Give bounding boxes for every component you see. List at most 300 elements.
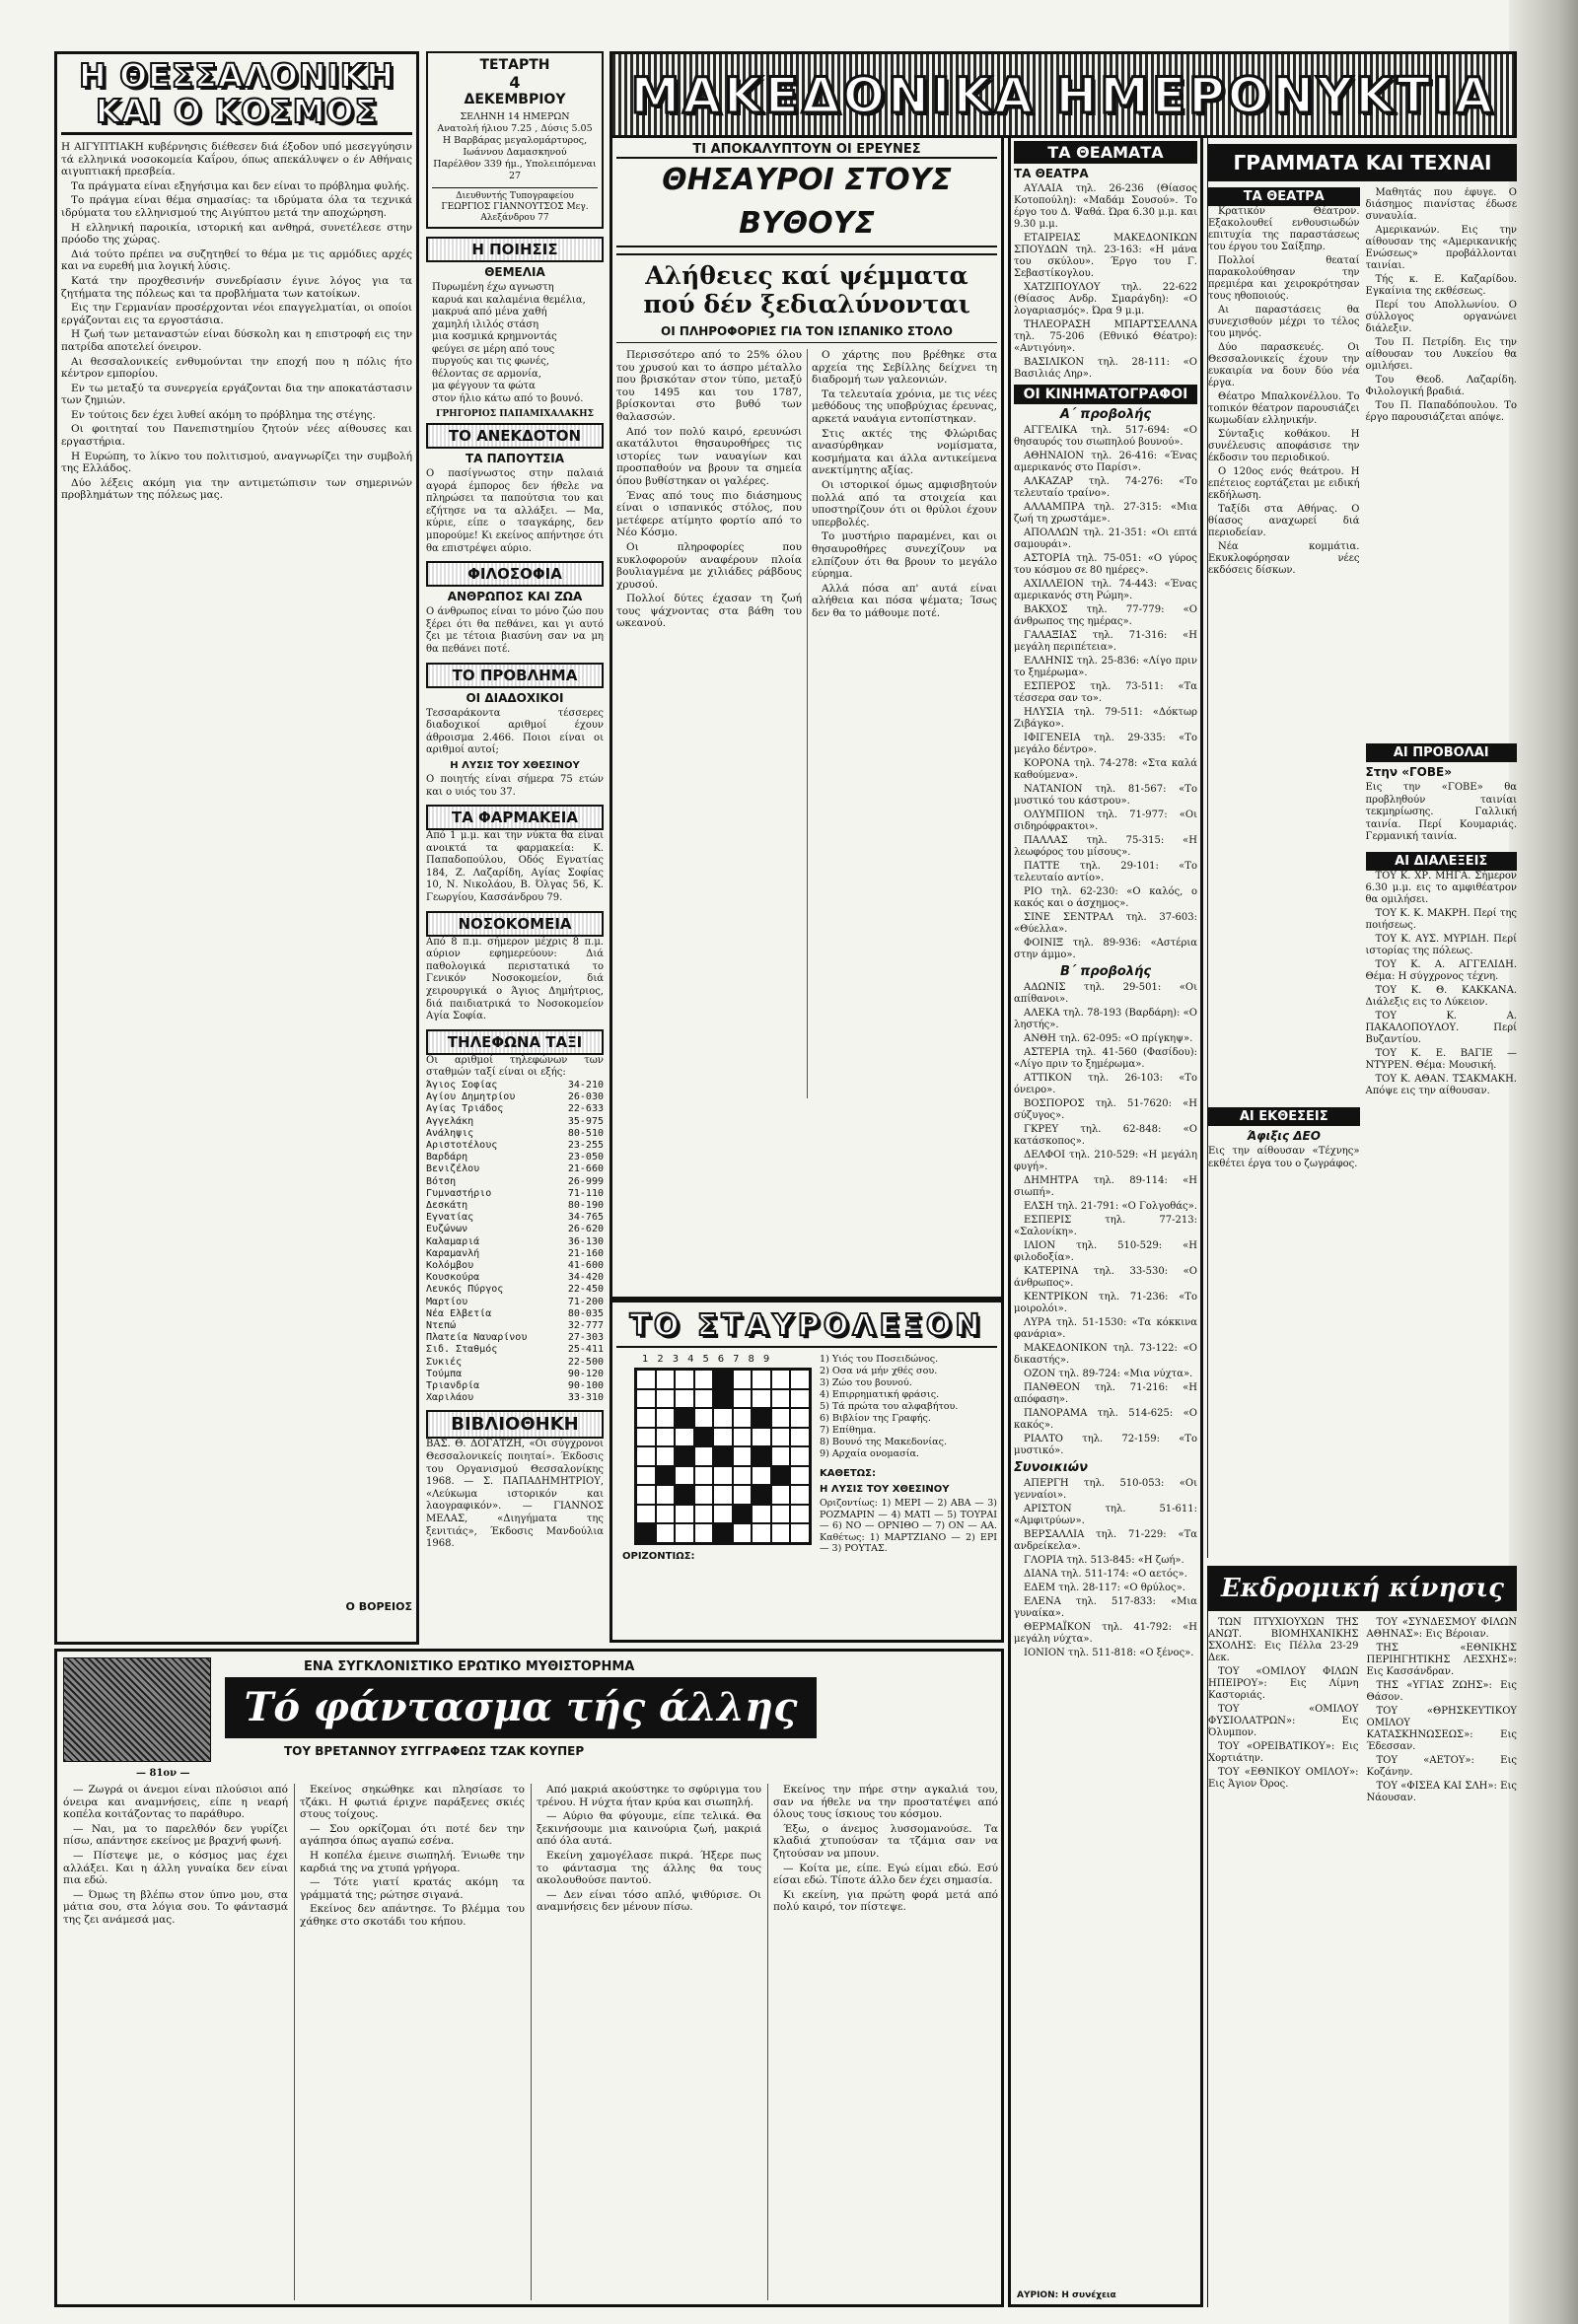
letters-paragraph: Τής κ. Ε. Καζαρίδου. Εγκαίνια της εκθέσεως. xyxy=(1365,274,1517,297)
crossword-cell xyxy=(790,1466,810,1486)
letters-paragraph: Δύο παρασκευές. Οι Θεσσαλονικείς έχουν την ευκαιρία να δουν δύο νέα έργα. xyxy=(1208,342,1360,388)
lecture-item: ΤΟΥ Κ. Ε. ΒΑΓΙΕ — ΝΤΥΡΕΝ. Θέμα: Μουσική. xyxy=(1365,1047,1517,1071)
crossword-clue: 3) Ζώο του βουνού. xyxy=(820,1377,912,1388)
letters-paragraph: Αμερικανών. Εις την αίθουσαν της «Αμερικανικής Ενώσεως» προβάλλονται ταινίαι. xyxy=(1365,225,1517,271)
crossword-cell xyxy=(771,1485,791,1505)
thessaloniki-signature: Ο ΒΟΡΕΙΟΣ xyxy=(345,1600,412,1613)
crossword-cell xyxy=(636,1389,656,1409)
excursion-item: ΤΟΥ «ΑΕΤΟΥ»: Εις Κοζάνην. xyxy=(1366,1755,1517,1778)
crossword-cell xyxy=(675,1466,694,1486)
crossword-clue: 8) Βουνό της Μακεδονίας. xyxy=(820,1437,948,1447)
date-box xyxy=(426,51,604,229)
taxi-phone-number: 22-633 xyxy=(567,1103,604,1115)
treasure-paragraph: Από τον πολύ καιρό, ερευνώσι ακατάλυτοι θησαυροθήρες τις ιστορίες των ναυαγίων και προσπαθούν να βρουν τα σημεία όπου βυθίστηκαν οι γαλέρες. xyxy=(616,425,802,487)
letters-paragraph: Του Π. Παπαδόπουλου. Το έργο παρουσιάζεται απόψε. xyxy=(1365,400,1517,423)
date-day: 4 xyxy=(509,73,521,92)
pharmacy-text: Από 1 μ.μ. και την νύκτα θα είναι ανοικτά τα φαρμακεία: Κ. Παπαδοπούλου, Οδός Εγνατίας 184, Ζ. Λαζαρίδη, Αγίας Σοφίας 10, Ν. Νικολάου, Β. Όλγας 56, Κ. Γεωργίου, Κασσάνδρου 79. xyxy=(426,830,604,904)
excursion-item: ΤΗΣ «ΥΓΙΑΣ ΖΩΗΣ»: Εις Θάσον. xyxy=(1366,1680,1517,1703)
excursion-item: ΤΗΣ «ΕΘΝΙΚΗΣ ΠΕΡΙΗΓΗΤΙΚΗΣ ΛΕΣΧΗΣ»: Εις Κασσάνδραν. xyxy=(1366,1643,1517,1677)
spectacles-title: ΤΑ ΘΕΑΜΑΤΑ xyxy=(1014,141,1197,164)
excursion-item: ΤΩΝ ΠΤΥΧΙΟΥΧΩΝ ΤΗΣ ΑΝΩΤ. ΒΙΟΜΗΧΑΝΙΚΗΣ ΣΧΟΛΗΣ: Εις Πέλλα 23-29 Δεκ. xyxy=(1208,1617,1359,1663)
crossword-cell xyxy=(752,1408,771,1428)
letters-paragraph: Ταξίδι στα Αθήνας. Ο θίασος αναχωρεί διά περιοδείαν. xyxy=(1208,504,1360,538)
cinema-listing: ΒΟΣΠΟΡΟΣ τηλ. 51-7620: «Η σύζυγος». xyxy=(1014,1098,1197,1121)
cinema-listing: ΟΛΥΜΠΙΟΝ τηλ. 71-977: «Οι σιδηρόφρακτοι». xyxy=(1014,810,1197,832)
lecture-item: ΤΟΥ Κ. Θ. ΚΑΚΚΑΝΑ. Διάλεξις εις το Λύκειον. xyxy=(1365,984,1517,1008)
crossword-cell xyxy=(713,1466,733,1486)
theater-listing: ΒΑΣΙΛΙΚΟΝ τηλ. 28-111: «Ο Βασιλιάς Ληρ». xyxy=(1014,357,1197,380)
lecture-item: ΤΟΥ Κ. ΧΡ. ΜΗΓΑ. Σήμερον 6.30 μ.μ. εις το αμφιθέατρον θα ομιλήσει. xyxy=(1365,870,1517,905)
thessaloniki-paragraph: Διά τούτο πρέπει να συζητηθεί το θέμα με τις αρμόδιες αρχές και να ευρεθή μια λογική λύσις. xyxy=(61,247,412,273)
cinema-listing: ΑΛΚΑΖΑΡ τηλ. 74-276: «Το τελευταίο τραίνο». xyxy=(1014,476,1197,499)
taxi-stand-name: Αγίου Δημητρίου xyxy=(426,1092,516,1103)
taxi-phone-number: 22-450 xyxy=(567,1284,604,1296)
taxi-phone-number: 35-975 xyxy=(567,1115,604,1127)
novel-paragraph: — Σου ορκίζομαι ότι ποτέ δεν την αγάπησα όπως αγαπώ εσένα. xyxy=(300,1822,525,1848)
taxi-phone-row xyxy=(426,1224,604,1235)
crossword-cell xyxy=(733,1523,753,1543)
cinema-listing: ΦΟΙΝΙΞ τηλ. 89-936: «Αστέρια στην άμμο». xyxy=(1014,938,1197,960)
taxi-stand-name: Ανάληψις xyxy=(426,1127,474,1139)
lectures-title: ΑΙ ΔΙΑΛΕΞΕΙΣ xyxy=(1366,852,1518,871)
taxi-phone-number: 41-600 xyxy=(567,1260,604,1272)
taxi-phone-number: 90-100 xyxy=(567,1380,604,1392)
novel-paragraph: — Πίστεψε με, ο κόσμος μας έχει αλλάξει. Και η άλλη γυναίκα δεν είναι πια εδώ. xyxy=(63,1849,288,1887)
cinema-first-run: Α΄ προβολής xyxy=(1059,407,1152,422)
thessaloniki-paragraph: Τα πράγματα είναι εξηγήσιμα και δεν είναι το πρόβλημα φυλής. xyxy=(71,179,410,192)
excursion-item: ΤΟΥ «ΟΡΕΙΒΑΤΙΚΟΥ»: Εις Χορτιάτην. xyxy=(1208,1741,1359,1764)
taxi-phone-number: 25-411 xyxy=(567,1344,604,1356)
taxi-phones-title: ΤΗΛΕΦΩΝΑ ΤΑΞΙ xyxy=(426,1029,604,1055)
cinema-listing: ΑΡΙΣΤΟΝ τηλ. 51-611: «Αμφιτρύων». xyxy=(1014,1504,1197,1526)
crossword-cell xyxy=(771,1389,791,1409)
thessaloniki-paragraph: Η Ευρώπη, το λίκνο του πολιτισμού, αναγνωρίζει την συμβολή της Ελλάδος. xyxy=(61,450,412,475)
theater-listing: ΤΗΛΕΟΡΑΣΗ ΜΠΑΡΤΣΕΛΛΝΑ τηλ. 75-206 (Εθνικό Θέατρο): «Αντιγόνη». xyxy=(1014,319,1197,354)
letters-paragraph: Θέατρο Μπαλκονέλλου. Το τοπικόν θέατρον παρουσιάζει κωμωδίαν ελληνικήν. xyxy=(1208,391,1360,426)
taxi-phones-list xyxy=(426,1080,604,1404)
novel-paragraph: Εκείνη χαμογέλασε πικρά. Ήξερε πως το φάντασμα της άλλης θα τους ακολουθούσε παντού. xyxy=(537,1849,761,1887)
crossword-cell xyxy=(656,1446,676,1466)
crossword-cell xyxy=(790,1389,810,1409)
cinema-listing: ΗΛΥΣΙΑ τηλ. 79-511: «Δόκτωρ Ζιβάγκο». xyxy=(1014,707,1197,730)
taxi-stand-name: Γυμναστήριο xyxy=(426,1187,492,1199)
crossword-cell xyxy=(771,1505,791,1524)
cinema-listing: ΕΣΠΕΡΙΣ τηλ. 77-213: «Σαλονίκη». xyxy=(1014,1215,1197,1237)
crossword-cell xyxy=(733,1446,753,1466)
taxi-phone-row xyxy=(426,1284,604,1296)
novel-paragraph: — Κοίτα με, είπε. Εγώ είμαι εδώ. Εσύ είσαι εδώ. Τίποτε άλλο δεν έχει σημασία. xyxy=(773,1862,998,1887)
taxi-phone-number: 21-160 xyxy=(567,1247,604,1259)
date-line: ΣΕΛΗΝΗ 14 ΗΜΕΡΩΝ xyxy=(460,111,570,122)
cinema-listing: ΡΙΟ τηλ. 62-230: «Ο καλός, ο κακός και ο άσχημος». xyxy=(1014,886,1197,909)
thessaloniki-paragraph: Οι φοιτηταί του Πανεπιστημίου ζητούν νέες αίθουσες και εργαστήρια. xyxy=(61,423,412,449)
crossword-cell xyxy=(733,1485,753,1505)
letters-paragraph: Σύνταξις κοθάκου. Η συνέλευσις αποφάσισε την έκδοσιν του περιοδικού. xyxy=(1208,429,1360,463)
lecture-item: ΤΟΥ Κ. ΑΥΣ. ΜΥΡΙΔΗ. Περί ιστορίας της πόλεως. xyxy=(1365,933,1517,956)
crossword-clue: 1) Υιός του Ποσειδώνος. xyxy=(820,1354,939,1365)
taxi-phone-number: 26-620 xyxy=(567,1224,604,1235)
cinema-listing: ΓΚΡΕΥ τηλ. 62-848: «Ο κατάσκοπος». xyxy=(1014,1124,1197,1147)
lectures-list xyxy=(1366,871,1518,1097)
poem-line: φεύγει σε μέρη από τους xyxy=(432,343,555,355)
tomorrow-note: ΑΥΡΙΟΝ: Η συνέχεια xyxy=(1017,2290,1116,2300)
crossword-clue: 2) Οσα νά μήν χθές σου. xyxy=(820,1366,938,1376)
novel-section xyxy=(54,1649,1004,2307)
poem xyxy=(426,282,604,405)
cinema-listing: ΛΥΡΑ τηλ. 51-1530: «Τα κόκκινα φανάρια». xyxy=(1014,1317,1197,1340)
crossword-cell xyxy=(752,1523,771,1543)
crossword-cell xyxy=(733,1370,753,1389)
cinema-suburban-list xyxy=(1014,1478,1197,1659)
taxi-phones-intro: Οι αριθμοί τηλεφώνων των σταθμών ταξί είναι οι εξής: xyxy=(426,1054,604,1079)
problem-subtitle: ΟΙ ΔΙΑΔΟΧΙΚΟΙ xyxy=(466,690,564,705)
philosophy-text: Ο άνθρωπος είναι το μόνο ζώο που ξέρει ότι θα πεθάνει, και γι αυτό ζει με τέτοια βιασύνη σαν να μη θα πεθάνει ποτέ. xyxy=(426,606,604,655)
cinema-listing: ΕΛΛΗΝΙΣ τηλ. 25-836: «Λίγο πριν το ξημέρωμα». xyxy=(1014,656,1197,678)
excursion-item: ΤΟΥ «ΘΡΗΣΚΕΥΤΙΚΟΥ ΟΜΙΛΟΥ ΚΑΤΑΣΚΗΝΩΣΕΩΣ»: Εις Έδεσσαν. xyxy=(1366,1706,1517,1752)
treasure-kicker: ΤΙ ΑΠΟΚΑΛΥΠΤΟΥΝ ΟΙ ΕΡΕΥΝΕΣ xyxy=(692,142,921,157)
crossword-cell xyxy=(752,1466,771,1486)
taxi-phone-number: 21-660 xyxy=(567,1163,604,1175)
philosophy-subtitle: ΑΝΘΡΩΠΟΣ ΚΑΙ ΖΩΑ xyxy=(447,590,583,604)
crossword-clue: 7) Επίθημα. xyxy=(820,1425,877,1436)
crossword-cell xyxy=(713,1505,733,1524)
cinema-listing: ΓΑΛΑΞΙΑΣ τηλ. 71-316: «Η μεγάλη περιπέτεια». xyxy=(1014,630,1197,653)
crossword-cell xyxy=(636,1505,656,1524)
cinema-listing: ΘΕΡΜΑΪΚΟΝ τηλ. 41-792: «Η μεγάλη νύχτα». xyxy=(1014,1622,1197,1645)
crossword-cell xyxy=(656,1408,676,1428)
crossword-cell xyxy=(675,1523,694,1543)
novel-kicker: ΕΝΑ ΣΥΓΚΛΟΝΙΣΤΙΚΟ ΕΡΩΤΙΚΟ ΜΥΘΙΣΤΟΡΗΜΑ xyxy=(304,1659,635,1674)
crossword-cell xyxy=(656,1428,676,1447)
taxi-stand-name: Τούμπα xyxy=(426,1368,463,1379)
cinema-listing: ΕΛΕΝΑ τηλ. 517-833: «Μια γυναίκα». xyxy=(1014,1596,1197,1619)
crossword-cell xyxy=(733,1389,753,1409)
cinema-listing: ΠΑΝΘΕΟΝ τηλ. 71-216: «Η απόφαση». xyxy=(1014,1382,1197,1405)
poem-line: θέλοντας σε αρμονία, xyxy=(432,368,541,380)
crossword-cell xyxy=(790,1428,810,1447)
letters-paragraph: Πολλοί θεαταί παρακολούθησαν την πρεμιέρα και χειροκρότησαν τους ηθοποιούς. xyxy=(1208,255,1360,302)
taxi-phone-row xyxy=(426,1297,604,1308)
taxi-stand-name: Βενιζέλου xyxy=(426,1163,480,1175)
taxi-phone-number: 71-110 xyxy=(567,1187,604,1199)
poem-line: Πυρωμένη έχω αγνωστη xyxy=(432,282,554,293)
cinema-listing: ΕΔΕΜ τηλ. 28-117: «Ο θρύλος». xyxy=(1024,1583,1185,1593)
taxi-phone-number: 90-120 xyxy=(567,1368,604,1379)
cinema-listing: ΙΦΙΓΕΝΕΙΑ τηλ. 29-335: «Το μεγάλο δέντρο». xyxy=(1014,733,1197,755)
treasure-paragraph: Πολλοί δύτες έχασαν τη ζωή τους ψάχνοντας στα βάθη του ωκεανού. xyxy=(616,593,802,630)
taxi-stand-name: Πλατεία Ναυαρίνου xyxy=(426,1332,528,1344)
treasure-paragraph: Οι πληροφορίες που κυκλοφορούν αναφέρουν πλοία βουλιαγμένα με χιλιάδες ράβδους χρυσού. xyxy=(616,540,802,591)
poetry-title: Η ΠΟΙΗΣΙΣ xyxy=(426,237,604,262)
treasure-paragraph: Αλλά πόσα απ' αυτά είναι αλήθεια και πόσα ψέματα; Ίσως δεν θα το μάθουμε ποτέ. xyxy=(812,582,997,619)
letters-theater-title: ΤΑ ΘΕΑΤΡΑ xyxy=(1208,187,1360,206)
crossword-cell xyxy=(675,1505,694,1524)
cinema-listing: ΚΕΝΤΡΙΚΟΝ τηλ. 71-236: «Το μοιρολόι». xyxy=(1014,1292,1197,1314)
taxi-phone-number: 26-030 xyxy=(567,1092,604,1103)
treasure-paragraph: Οι ιστορικοί όμως αμφισβητούν πολλά από τα στοιχεία και υποστηρίζουν ότι οι θρύλοι έχουν υπερβολές. xyxy=(812,478,997,528)
problem-text: Τεσσαράκοντα τέσσερες διαδοχικοί αριθμοί έχουν άθροισμα 2.466. Ποιοι είναι οι αριθμοί αυτοί; xyxy=(426,707,604,756)
thessaloniki-article xyxy=(61,141,412,1600)
excursions-title: Εκδρομική κίνησις xyxy=(1208,1566,1517,1611)
crossword-cell xyxy=(694,1523,714,1543)
cinema-listing: ΕΣΠΕΡΟΣ τηλ. 73-511: «Τα τέσσερα σαν το». xyxy=(1014,681,1197,704)
treasure-paragraph: Ο χάρτης που βρέθηκε στα αρχεία της Σεβίλλης δείχνει τη διαδρομή των γαλεονιών. xyxy=(812,349,997,387)
taxi-stand-name: Βότση xyxy=(426,1175,457,1187)
crossword-cell xyxy=(694,1466,714,1486)
poem-line: στον ήλιο κάτω από το βουνό. xyxy=(432,392,584,404)
cinema-listing: ΑΤΤΙΚΟΝ τηλ. 26-103: «Το όνειρο». xyxy=(1014,1073,1197,1095)
pharmacy-title: ΤΑ ΦΑΡΜΑΚΕΙΑ xyxy=(426,805,604,830)
hospitals-title: ΝΟΣΟΚΟΜΕΙΑ xyxy=(426,911,604,937)
thessaloniki-paragraph: Δύο λέξεις ακόμη για την αντιμετώπισιν των σημερινών προβλημάτων της πόλεως μας. xyxy=(61,476,412,502)
thessaloniki-column xyxy=(54,51,419,1645)
crossword-cell xyxy=(694,1446,714,1466)
cinema-listing: ΑΣΤΕΡΙΑ τηλ. 41-560 (Φασίδου): «Λίγο πριν το ξημέρωμα». xyxy=(1014,1047,1197,1070)
crossword-cell xyxy=(752,1389,771,1409)
theater-listing: ΧΑΤΖΙΠΟΥΛΟΥ τηλ. 22-622 (Θίασος Ανδρ. Σμαράγδη): «Ο λογαριασμός». Ώρα 9 μ.μ. xyxy=(1014,282,1197,317)
crossword-clue: 5) Τά πρώτα του αλφαβήτου. xyxy=(820,1401,959,1412)
exhibits-text: Εις την αίθουσαν «Τέχνης» εκθέτει έργα του ο ζωγράφος. xyxy=(1208,1146,1360,1169)
treasure-paragraph: Το μυστήριο παραμένει, και οι θησαυροθήρες συνεχίζουν να ελπίζουν ότι θα βρουν το μεγάλο εύρημα. xyxy=(812,530,997,581)
treasure-body xyxy=(616,349,997,1098)
taxi-phone-row xyxy=(426,1116,604,1128)
crossword-cell xyxy=(733,1505,753,1524)
letters-text xyxy=(1208,206,1360,1103)
taxi-stand-name: Άγιος Σοφίας xyxy=(426,1080,498,1091)
novel-paragraph: — Όμως τη βλέπω στον ύπνο μου, στα μάτια σου, στα λόγια σου. Το φάντασμά της ζει ανάμεσά μας. xyxy=(63,1888,288,1926)
taxi-phone-row xyxy=(426,1092,604,1103)
taxi-stand-name: Κολόμβου xyxy=(426,1260,474,1272)
crossword-cell xyxy=(790,1505,810,1524)
cinema-listing: ΑΠΕΡΓΗ τηλ. 510-053: «Οι γενναίοι». xyxy=(1014,1478,1197,1501)
taxi-stand-name: Σιδ. Σταθμός xyxy=(426,1344,498,1356)
letters-paragraph: Ο 120ος ενός θεάτρου. Η επέτειος εορτάζεται με ειδική εκδήλωση. xyxy=(1208,466,1360,501)
thessaloniki-paragraph: Η ΑΙΓΥΠΤΙΑΚΗ κυβέρνησις διέθεσεν διά έξοδον υπό μεσεγγύησιν τά ελληνικά νοσοκομεία Καΐρου, όπως απεκάλυψεν ο έν Αθήναις αιγυπτιακή πρεσβεία. xyxy=(61,141,412,178)
taxi-phone-number: 80-190 xyxy=(567,1200,604,1212)
taxi-phone-row xyxy=(426,1200,604,1212)
taxi-phone-number: 33-310 xyxy=(567,1392,604,1404)
thessaloniki-paragraph: Η ελληνική παροικία, ιστορική και ανθηρά, συνετέλεσε στην πρόοδο της χώρας. xyxy=(61,221,412,246)
novel-installment: — 81ον — xyxy=(136,1768,190,1779)
novel-paragraph: Από μακριά ακούστηκε το σφύριγμα του τρένου. Η νύχτα ήταν κρύα και σιωπηλή. xyxy=(537,1784,761,1808)
anecdote-title: ΤΟ ΑΝΕΚΔΟΤΟΝ xyxy=(426,423,604,449)
crossword-cell xyxy=(694,1428,714,1447)
letters-paragraph: Νέα κομμάτια. Εκυκλοφόρησαν νέες εκδόσεις δίσκων. xyxy=(1208,541,1360,576)
treasure-paragraph: Τα τελευταία χρόνια, με τις νέες μεθόδους της υποβρύχιας έρευνας, αρκετά ναυάγια εντοπίστηκαν. xyxy=(812,387,997,425)
taxi-stand-name: Τριανδρία xyxy=(426,1380,480,1392)
cinema-listing: ΡΙΑΛΤΟ τηλ. 72-159: «Το μυστικό». xyxy=(1014,1434,1197,1456)
novel-title: Τό φάντασμα τής άλλης xyxy=(225,1677,817,1738)
date-line: Η Βαρβάρας μεγαλομάρτυρος, Ιωάννου Δαμασκηνού xyxy=(442,135,588,158)
crossword-cell xyxy=(694,1408,714,1428)
crossword-cell xyxy=(713,1523,733,1543)
cinema-second-run: Β΄ προβολής xyxy=(1059,964,1152,979)
taxi-phone-row xyxy=(426,1163,604,1175)
cinema-listing: ΠΑΝΟΡΑΜΑ τηλ. 514-625: «Ο κακός». xyxy=(1014,1408,1197,1431)
cinema-listing: ΑΛΛΑΜΠΡΑ τηλ. 27-315: «Μια ζωή τη χρωστάμε». xyxy=(1014,502,1197,525)
thessaloniki-paragraph: Κατά την προχθεσινήν συνεδρίασιν έγινε λόγος για τα ζητήματα της πόλεως και τα προβλήματα των κατοίκων. xyxy=(61,274,412,300)
crossword-cell xyxy=(790,1485,810,1505)
crossword-cell xyxy=(752,1505,771,1524)
crossword-title: ΤΟ ΣΤΑΥΡΟΛΕΞΟΝ xyxy=(616,1306,997,1348)
crossword-cell xyxy=(636,1446,656,1466)
letters-paragraph: Κρατικόν Θέατρον. Εξακολουθεί ενθουσιωδών επιτυχία της παραστάσεως του έργου του Σαίξπηρ. xyxy=(1208,206,1360,252)
cinema-listing: ΟΖΟΝ τηλ. 89-724: «Μια νύχτα». xyxy=(1024,1369,1193,1379)
taxi-stand-name: Μαρτίου xyxy=(426,1296,468,1307)
novel-paragraph: Εκείνος την πήρε στην αγκαλιά του, σαν να ήθελε να την προστατέψει από όλους τους ίσκιους του κόσμου. xyxy=(773,1784,998,1821)
letters-paragraph: Του Π. Πετρίδη. Εις την αίθουσαν του Λυκείου θα ομιλήσει. xyxy=(1365,337,1517,372)
philosophy-title: ΦΙΛΟΣΟΦΙΑ xyxy=(426,561,604,587)
letters-paragraph: Μαθητάς που έφυγε. Ο διάσημος πιανίστας έδωσε συναυλία. xyxy=(1365,187,1517,222)
cinema-second-list xyxy=(1014,982,1197,1457)
lecture-item: ΤΟΥ Κ. Α. ΑΓΓΕΛΙΔΗ. Θέμα: Η σύγχρονος τέχνη. xyxy=(1365,958,1517,982)
crossword-across-label: ΟΡΙΖΟΝΤΙΩΣ: xyxy=(622,1551,695,1562)
crossword-cell xyxy=(636,1485,656,1505)
sidebar-column xyxy=(426,51,604,1645)
taxi-stand-name: Καραμανλή xyxy=(426,1247,480,1259)
crossword-cell xyxy=(656,1466,676,1486)
taxi-phone-row xyxy=(426,1188,604,1200)
cinema-listing: ΚΑΤΕΡΙΝΑ τηλ. 33-530: «Ο άνθρωπος». xyxy=(1014,1266,1197,1289)
crossword-cell xyxy=(771,1370,791,1389)
taxi-stand-name: Βαρδάρη xyxy=(426,1152,468,1163)
macedonia-masthead xyxy=(610,51,1517,138)
crossword-cell xyxy=(636,1523,656,1543)
date-line: Ανατολή ήλιου 7.25 , Δύσις 5.05 xyxy=(437,123,593,134)
novel-body xyxy=(63,1784,998,2300)
lecture-item: ΤΟΥ Κ. ΑΘΑΝ. ΤΣΑΚΜΑΚΗ. Απόψε εις την αίθουσαν. xyxy=(1365,1073,1517,1096)
crossword-down-label: ΚΑΘΕΤΩΣ: xyxy=(820,1468,876,1479)
crossword-cell xyxy=(771,1408,791,1428)
crossword-cell xyxy=(752,1370,771,1389)
date-details xyxy=(432,111,598,182)
letters-paragraph: Αι παραστάσεις θα συνεχισθούν μέχρι το τέλος του μηνός. xyxy=(1208,305,1360,339)
theater-listing: ΕΤΑΙΡΕΙΑΣ ΜΑΚΕΔΟΝΙΚΩΝ ΣΠΟΥΔΩΝ τηλ. 23-163: «Η μάνα του σκύλου». Έργο του Γ. Σεβαστίκογλου. xyxy=(1014,233,1197,279)
thessaloniki-title: Η ΘΕΣΣΑΛΟΝΙΚΗ ΚΑΙ Ο ΚΟΣΜΟΣ xyxy=(61,58,412,135)
novel-byline: ΤΟΥ ΒΡΕΤΑΝΝΟΥ ΣΥΓΓΡΑΦΕΩΣ ΤΖΑΚ ΚΟΥΠΕΡ xyxy=(284,1744,585,1758)
taxi-stand-name: Αγίας Τριάδος xyxy=(426,1103,504,1115)
crossword-cell xyxy=(771,1446,791,1466)
projections-text: Εις την «ΓΟΒΕ» θα προβληθούν ταινίαι τεκμηρίωσης. Γαλλική ταινία. Περί Κουμαριάς. Γερμανική ταινία. xyxy=(1365,782,1517,843)
cinema-listing: ΑΣΤΟΡΙΑ τηλ. 75-051: «Ο γύρος του κόσμου σε 80 ημέρες». xyxy=(1014,553,1197,576)
cinema-listing: ΑΔΩΝΙΣ τηλ. 29-501: «Οι απίθανοι». xyxy=(1014,982,1197,1005)
letters-paragraph: Περί του Απολλωνίου. Ο σύλλογος οργανώνει διάλεξιν. xyxy=(1365,300,1517,334)
theaters-subtitle: ΤΑ ΘΕΑΤΡΑ xyxy=(1014,167,1089,180)
crossword-cell xyxy=(694,1505,714,1524)
excursion-item: ΤΟΥ «ΣΥΝΔΕΣΜΟΥ ΦΙΛΩΝ ΑΘΗΝΑΣ»: Εις Βέροιαν. xyxy=(1366,1617,1517,1640)
treasure-paragraph: Στις ακτές της Φλώριδας ανασύρθηκαν νομίσματα, κοσμήματα και άλλα αντικείμενα ανεκτίμητης αξίας. xyxy=(812,427,997,477)
crossword-clue: 4) Επιρρηματική φράσις. xyxy=(820,1389,940,1400)
crossword-cell xyxy=(694,1389,714,1409)
lecture-item: ΤΟΥ Κ. Α. ΠΑΚΑΛΟΠΟΥΛΟΥ. Περί Βυζαντίου. xyxy=(1365,1010,1517,1045)
taxi-phone-number: 80-510 xyxy=(567,1127,604,1139)
crossword-column-numbers: 123456789 xyxy=(642,1354,779,1365)
date-month: ΔΕΚΕΜΒΡΙΟΥ xyxy=(464,92,566,107)
excursions-list xyxy=(1208,1617,1517,2297)
taxi-phone-row xyxy=(426,1236,604,1248)
letters-right-text xyxy=(1366,187,1518,739)
taxi-stand-name: Αριστοτέλους xyxy=(426,1140,498,1152)
crossword-clue: 6) Βιβλίον της Γραφής. xyxy=(820,1413,931,1424)
taxi-phone-row xyxy=(426,1272,604,1284)
cinema-listing: ΙΟΝΙΟΝ τηλ. 511-818: «Ο ξένος». xyxy=(1024,1648,1194,1658)
poem-line: μα φέγγουν τα φώτα xyxy=(432,381,536,391)
poem-line: καρυά και καλαμένια θεμέλια, xyxy=(432,294,586,306)
taxi-stand-name: Χαριλάου xyxy=(426,1392,474,1404)
taxi-phone-row xyxy=(426,1260,604,1272)
treasure-paragraph: Ένας από τους πιο διάσημους είναι ο ισπανικός στόλος, που μετέφερε ατίμητο φορτίο από το Νέο Κόσμο. xyxy=(616,489,802,539)
date-line: Παρέλθον 339 ήμ., Υπολειπόμεναι 27 xyxy=(433,159,597,181)
excursion-item: ΤΟΥ «ΕΘΝΙΚΟΥ ΟΜΙΛΟΥ»: Εις Άγιον Όρος. xyxy=(1208,1767,1359,1790)
cinema-listing: ΙΛΙΟΝ τηλ. 510-529: «Η φιλοδοξία». xyxy=(1014,1240,1197,1263)
crossword-solution-title: Η ΛΥΣΙΣ ΤΟΥ ΧΘΕΣΙΝΟΥ xyxy=(820,1484,950,1495)
taxi-phone-row xyxy=(426,1140,604,1152)
taxi-phone-number: 23-255 xyxy=(567,1140,604,1152)
crossword-cell xyxy=(656,1485,676,1505)
taxi-phone-row xyxy=(426,1308,604,1320)
taxi-stand-name: Καλαμαριά xyxy=(426,1235,480,1247)
taxi-phone-row xyxy=(426,1128,604,1140)
crossword-grid xyxy=(634,1368,812,1545)
crossword-cell xyxy=(752,1485,771,1505)
thessaloniki-paragraph: Εν τούτοις δεν έχει λυθεί ακόμη το πρόβλημα της στέγης. xyxy=(71,408,376,421)
crossword-cell xyxy=(675,1389,694,1409)
crossword-cell xyxy=(713,1446,733,1466)
taxi-stand-name: Ντεπώ xyxy=(426,1320,457,1332)
crossword-cell xyxy=(713,1370,733,1389)
novel-paragraph: — Αύριο θα φύγουμε, είπε τελικά. Θα ξεκινήσουμε μια καινούρια ζωή, μακριά από όλα αυτά. xyxy=(537,1810,761,1848)
poem-line: χαμηλή ιλιλός στάση xyxy=(432,318,539,330)
crossword-cell xyxy=(713,1428,733,1447)
taxi-phone-row xyxy=(426,1212,604,1224)
taxi-phone-row xyxy=(426,1176,604,1188)
problem-title: ΤΟ ΠΡΟΒΛΗΜΑ xyxy=(426,663,604,688)
thessaloniki-paragraph: Αι θεσσαλονικείς ενθυμούνται την εποχή που η πόλις ήτο κέντρον εμπορίου. xyxy=(61,355,412,381)
projections-title: ΑΙ ΠΡΟΒΟΛΑΙ xyxy=(1366,743,1518,762)
thessaloniki-paragraph: Η ζωή των μεταναστών είναι δύσκολη και η επιστροφή εις την πατρίδα αποτελεί όνειρον. xyxy=(61,328,412,353)
cinema-listing: ΑΘΗΝΑΙΟΝ τηλ. 26-416: «Ένας αμερικανός στο Παρίσι». xyxy=(1014,451,1197,473)
poetry-subtitle: ΘΕΜΕΛΙΑ xyxy=(484,265,545,279)
crossword-cell xyxy=(713,1485,733,1505)
theaters-list xyxy=(1014,183,1197,381)
taxi-phone-number: 71-200 xyxy=(567,1296,604,1307)
cinema-first-list xyxy=(1014,425,1197,961)
taxi-phone-number: 34-765 xyxy=(567,1212,604,1224)
cinema-title: ΟΙ ΚΙΝΗΜΑΤΟΓΡΑΦΟΙ xyxy=(1014,385,1197,404)
letters-arts-section xyxy=(1207,138,1517,1558)
cinema-listing: ΔΗΜΗΤΡΑ τηλ. 89-114: «Η σιωπή». xyxy=(1014,1175,1197,1198)
crossword-cell xyxy=(771,1466,791,1486)
thessaloniki-paragraph: Εις την Γερμανίαν προσέρχονται νέοι επαγγελματίαι, οι οποίοι εργάζονται εις τα εργοστάσια. xyxy=(61,302,412,326)
taxi-phone-row xyxy=(426,1080,604,1092)
cinema-listing: ΝΑΤΑΝΙΟΝ τηλ. 81-567: «Το μυστικό του κάστρου». xyxy=(1014,784,1197,807)
crossword-cell xyxy=(636,1466,656,1486)
projections-subtitle: Στην «ΓΟΒΕ» xyxy=(1365,765,1452,779)
crossword-cell xyxy=(790,1370,810,1389)
taxi-phone-number: 23-050 xyxy=(567,1152,604,1163)
crossword-cell xyxy=(636,1408,656,1428)
novel-paragraph: Έξω, ο άνεμος λυσσομανούσε. Τα κλαδιά χτυπούσαν τα τζάμια σαν να ζητούσαν να μπουν. xyxy=(773,1822,998,1860)
novel-paragraph: Εκείνος σηκώθηκε και πλησίασε το τζάκι. Η φωτιά έριχνε παράξενες σκιές στους τοίχους. xyxy=(300,1784,525,1821)
crossword-cell xyxy=(713,1408,733,1428)
crossword-cell xyxy=(771,1523,791,1543)
cinema-listing: ΒΕΡΣΑΛΛΙΑ τηλ. 71-229: «Τα ανδρείκελα». xyxy=(1014,1529,1197,1552)
crossword-clue: 9) Αρχαία ονομασία. xyxy=(820,1448,919,1459)
exhibits-subtitle: Άφιξις ΔΕΟ xyxy=(1247,1129,1321,1143)
cinema-suburban: Συνοικιών xyxy=(1014,1460,1088,1475)
treasure-subhead: ΟΙ ΠΛΗΡΟΦΟΡΙΕΣ ΓΙΑ ΤΟΝ ΙΣΠΑΝΙΚΟ ΣΤΟΛΟ xyxy=(616,324,997,343)
novel-paragraph: — Ναι, μα το παρελθόν δεν γυρίζει πίσω, απάντησε εκείνος με βραχνή φωνή. xyxy=(63,1822,288,1848)
